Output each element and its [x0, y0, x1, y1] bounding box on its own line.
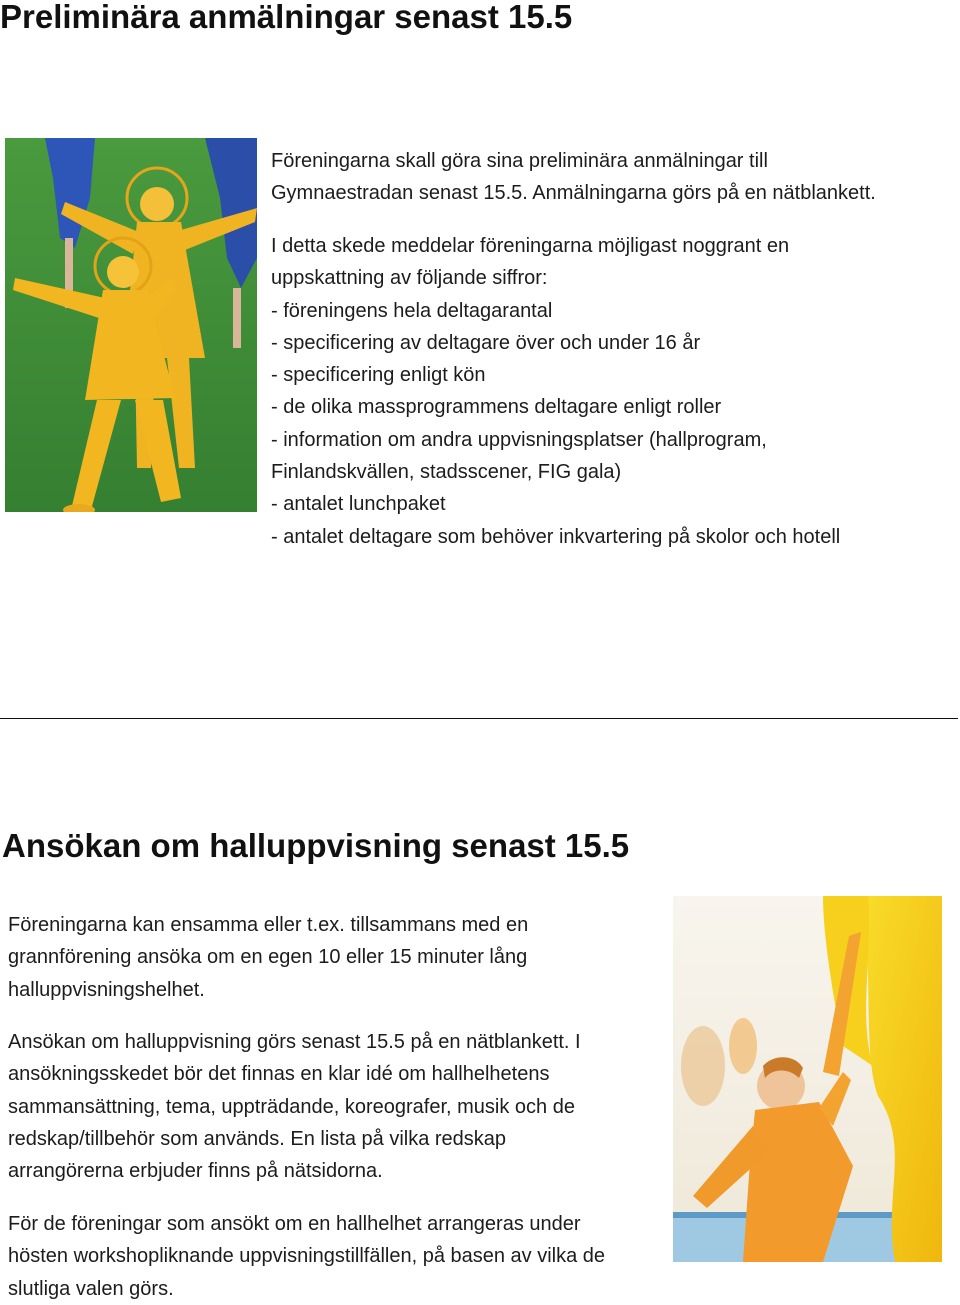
- text-line: halluppvisningshelhet.: [8, 978, 205, 1001]
- text-line: sammansättning, tema, uppträdande, koreografer, musik och de: [8, 1095, 575, 1118]
- text-line: redskap/tillbehör som används. En lista på vilka redskap: [8, 1127, 507, 1150]
- list-item: - antalet deltagare som behöver inkvartering på skolor och hotell: [271, 525, 841, 548]
- details-paragraph: [271, 230, 840, 553]
- text-line: hösten workshopliknande uppvisningstillfällen, på basen av vilka de: [8, 1245, 606, 1268]
- text-line: I detta skede meddelar föreningarna möjligast noggrant en: [271, 235, 790, 257]
- text-line: grannförening ansöka om en egen 10 eller 15 minuter lång: [8, 946, 528, 969]
- list-item: - specificering enligt kön: [271, 364, 486, 387]
- list-item: - antalet lunchpaket: [271, 493, 446, 516]
- text-line: Gymnaestradan senast 15.5. Anmälningarna görs på en nätblankett.: [271, 182, 876, 205]
- section-divider: [0, 718, 958, 719]
- list-item: - de olika massprogrammens deltagare enligt roller: [271, 396, 722, 419]
- section-title-halluppvisning: Ansökan om halluppvisning senast 15.5: [2, 827, 630, 864]
- list-item: - föreningens hela deltagarantal: [271, 299, 553, 322]
- list-item: Finlandskvällen, stadsscener, FIG gala): [271, 461, 622, 484]
- text-line: slutliga valen görs.: [8, 1277, 174, 1300]
- sun-performers-photo: [5, 138, 257, 512]
- page-title: Preliminära anmälningar senast 15.5: [0, 0, 573, 35]
- text-line: För de föreningar som ansökt om en hallhelhet arrangeras under: [8, 1213, 581, 1235]
- hall-dancer-photo: [673, 896, 942, 1262]
- list-item: - specificering av deltagare över och under 16 år: [271, 331, 701, 354]
- text-line: uppskattning av följande siffror:: [271, 267, 548, 290]
- hall-dancer-illustration: [673, 896, 942, 1262]
- text-line: Föreningarna skall göra sina preliminära anmälningar till: [271, 150, 768, 172]
- sun-performers-illustration: [5, 138, 257, 512]
- halluppvisning-paragraph-2: [8, 1026, 581, 1187]
- text-line: Föreningarna kan ensamma eller t.ex. tillsammans med en: [8, 914, 529, 936]
- halluppvisning-paragraph-3: [8, 1208, 605, 1305]
- text-line: arrangörerna erbjuder finns på nätsidorna.: [8, 1160, 383, 1183]
- halluppvisning-paragraph-1: [8, 909, 528, 1006]
- intro-paragraph: [271, 145, 876, 210]
- list-item: - information om andra uppvisningsplatser (hallprogram,: [271, 428, 767, 451]
- text-line: ansökningsskedet bör det finnas en klar idé om hallhelhetens: [8, 1063, 550, 1086]
- text-line: Ansökan om halluppvisning görs senast 15.5 på en nätblankett. I: [8, 1031, 581, 1053]
